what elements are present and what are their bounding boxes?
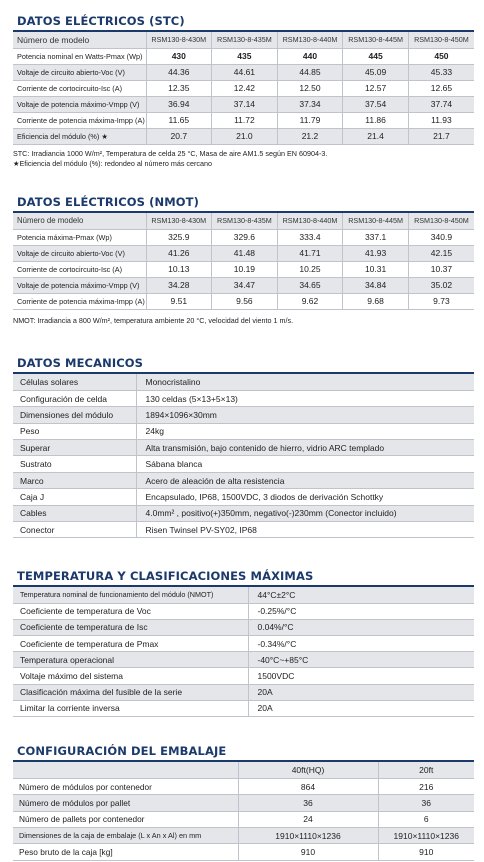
stc-section	[13, 14, 474, 169]
mech-section	[13, 356, 474, 538]
value-cell: 9.62	[277, 293, 343, 309]
value-cell: 37.54	[343, 96, 409, 112]
nmot-row-voc	[13, 245, 474, 261]
value-cell: 44.85	[277, 64, 343, 80]
temp-row	[13, 700, 474, 716]
value-cell: 21.7	[408, 128, 474, 144]
pack-title: CONFIGURACIÓN DEL EMBALAJE	[17, 744, 227, 758]
value-cell: 37.14	[212, 96, 278, 112]
model-cell: RSM130-8-450M	[408, 213, 474, 229]
value-cell: 440	[277, 48, 343, 64]
row-label: Voltaje de potencia máximo-Vmpp (V)	[13, 96, 146, 112]
pack-value-20ft: 36	[378, 795, 474, 811]
temp-value: 0.04%/°C	[248, 619, 474, 635]
stc-row-vmpp	[13, 96, 474, 112]
value-cell: 9.73	[408, 293, 474, 309]
mech-row	[13, 374, 474, 390]
pack-value-40ft: 864	[238, 778, 378, 794]
value-cell: 21.4	[343, 128, 409, 144]
model-cell: RSM130-8-435M	[212, 32, 278, 48]
value-cell: 45.09	[343, 64, 409, 80]
mech-value: Encapsulado, IP68, 1500VDC, 3 diodos de derivación Schottky	[136, 489, 474, 505]
value-cell: 337.1	[343, 229, 409, 245]
value-cell: 11.65	[146, 112, 212, 128]
value-cell: 20.7	[146, 128, 212, 144]
temp-key: Temperatura nominal de funcionamiento del módulo (NMOT)	[13, 587, 248, 603]
mech-value: Sábana blanca	[136, 456, 474, 472]
value-cell: 10.25	[277, 261, 343, 277]
row-label: Corriente de cortocircuito-Isc (A)	[13, 80, 146, 96]
value-cell: 34.28	[146, 277, 212, 293]
stc-row-isc	[13, 80, 474, 96]
mech-row	[13, 522, 474, 538]
model-cell: RSM130-8-450M	[408, 32, 474, 48]
temp-key: Voltaje máximo del sistema	[13, 668, 248, 684]
pack-col-40ft: 40ft(HQ)	[238, 762, 378, 778]
pack-row	[13, 844, 474, 860]
stc-row-impp	[13, 112, 474, 128]
value-cell: 435	[212, 48, 278, 64]
pack-value-20ft: 216	[378, 778, 474, 794]
temp-row	[13, 636, 474, 652]
stc-row-efficiency	[13, 128, 474, 144]
value-cell: 12.35	[146, 80, 212, 96]
mech-value: Alta transmisión, bajo contenido de hierro, vidrio ARC templado	[136, 440, 474, 456]
nmot-row-isc	[13, 261, 474, 277]
value-cell: 37.74	[408, 96, 474, 112]
pack-key: Dimensiones de la caja de embalaje (L x An x Al) en mm	[13, 828, 238, 844]
pack-value-40ft: 910	[238, 844, 378, 860]
value-cell: 34.84	[343, 277, 409, 293]
mech-key: Dimensiones del módulo	[13, 407, 136, 423]
stc-row-pmax	[13, 48, 474, 64]
mech-key: Superar	[13, 440, 136, 456]
row-label: Voltaje de circuito abierto-Voc (V)	[13, 64, 146, 80]
model-cell: RSM130-8-445M	[343, 32, 409, 48]
mech-table	[13, 374, 474, 538]
stc-note	[13, 149, 474, 169]
value-cell: 11.72	[212, 112, 278, 128]
temp-row	[13, 619, 474, 635]
pack-row	[13, 811, 474, 827]
temp-key: Clasificación máxima del fusible de la serie	[13, 684, 248, 700]
pack-value-40ft: 36	[238, 795, 378, 811]
row-label: Voltaje de circuito abierto-Voc (V)	[13, 245, 146, 261]
value-cell: 445	[343, 48, 409, 64]
stc-note-efficiency: ★Eficiencia del módulo (%): redondeo al número más cercano	[13, 158, 213, 168]
value-cell: 41.71	[277, 245, 343, 261]
pack-value-20ft: 6	[378, 811, 474, 827]
value-cell: 12.65	[408, 80, 474, 96]
pack-value-20ft: 910	[378, 844, 474, 860]
nmot-section	[13, 195, 474, 326]
mech-row	[13, 505, 474, 521]
nmot-row-vmpp	[13, 277, 474, 293]
temp-row	[13, 603, 474, 619]
pack-row	[13, 778, 474, 794]
value-cell: 340.9	[408, 229, 474, 245]
pack-value-20ft: 1910×1110×1236	[378, 828, 474, 844]
value-cell: 35.02	[408, 277, 474, 293]
temp-section	[13, 569, 474, 717]
temp-value: 1500VDC	[248, 668, 474, 684]
row-label: Corriente de potencia máxima-Impp (A)	[13, 293, 146, 309]
pack-header-row	[13, 762, 474, 778]
temp-key: Temperatura operacional	[13, 652, 248, 668]
row-label: Voltaje de potencia máximo-Vmpp (V)	[13, 277, 146, 293]
temp-value: -40°C~+85°C	[248, 652, 474, 668]
temp-row	[13, 668, 474, 684]
value-cell: 12.50	[277, 80, 343, 96]
temp-value: 20A	[248, 700, 474, 716]
mech-row	[13, 407, 474, 423]
model-cell: RSM130-8-430M	[146, 32, 212, 48]
value-cell: 21.0	[212, 128, 278, 144]
row-label: Potencia máxima-Pmax (Wp)	[13, 229, 146, 245]
value-cell: 10.31	[343, 261, 409, 277]
row-label: Corriente de cortocircuito-Isc (A)	[13, 261, 146, 277]
temp-value: -0.34%/°C	[248, 636, 474, 652]
pack-table	[13, 762, 474, 861]
mech-key: Sustrato	[13, 456, 136, 472]
mech-row	[13, 489, 474, 505]
value-cell: 12.57	[343, 80, 409, 96]
temp-value: 20A	[248, 684, 474, 700]
mech-row	[13, 390, 474, 406]
mech-key: Caja J	[13, 489, 136, 505]
stc-table	[13, 32, 474, 145]
mech-key: Células solares	[13, 374, 136, 390]
nmot-title: DATOS ELÉCTRICOS (NMOT)	[17, 195, 199, 209]
model-cell: RSM130-8-440M	[277, 32, 343, 48]
temp-value: -0.25%/°C	[248, 603, 474, 619]
stc-title: DATOS ELÉCTRICOS (STC)	[17, 14, 185, 28]
value-cell: 11.93	[408, 112, 474, 128]
pack-section	[13, 744, 474, 861]
nmot-note: NMOT: Irradiancia a 800 W/m², temperatura ambiente 20 °C, velocidad del viento 1 m/s.	[13, 315, 294, 325]
value-cell: 44.61	[212, 64, 278, 80]
model-cell: RSM130-8-440M	[277, 213, 343, 229]
row-label: Eficiencia del módulo (%) ★	[13, 128, 146, 144]
mech-key: Cables	[13, 505, 136, 521]
mech-value: 4.0mm² , positivo(+)350mm, negativo(-)230mm (Conector incluido)	[136, 505, 474, 521]
temp-row	[13, 684, 474, 700]
temp-row	[13, 652, 474, 668]
pack-row	[13, 795, 474, 811]
mech-value: 1894×1096×30mm	[136, 407, 474, 423]
nmot-header-row	[13, 213, 474, 229]
pack-key: Número de módulos por contenedor	[13, 778, 238, 794]
value-cell: 9.68	[343, 293, 409, 309]
value-cell: 10.37	[408, 261, 474, 277]
value-cell: 430	[146, 48, 212, 64]
temp-key: Coeficiente de temperatura de Isc	[13, 619, 248, 635]
mech-row	[13, 456, 474, 472]
nmot-row-pmax	[13, 229, 474, 245]
value-cell: 450	[408, 48, 474, 64]
row-label: Potencia nominal en Watts-Pmax (Wp)	[13, 48, 146, 64]
model-cell: RSM130-8-430M	[146, 213, 212, 229]
value-cell: 41.26	[146, 245, 212, 261]
stc-header-row	[13, 32, 474, 48]
temp-table	[13, 587, 474, 717]
pack-row	[13, 828, 474, 844]
value-cell: 329.6	[212, 229, 278, 245]
value-cell: 10.19	[212, 261, 278, 277]
temp-row	[13, 587, 474, 603]
nmot-table	[13, 213, 474, 310]
stc-note-conditions: STC: Irradiancia 1000 W/m², Temperatura de celda 25 °C, Masa de aire AM1.5 según EN 60904-3.	[13, 148, 328, 158]
pack-value-40ft: 24	[238, 811, 378, 827]
value-cell: 9.51	[146, 293, 212, 309]
value-cell: 34.47	[212, 277, 278, 293]
mech-key: Peso	[13, 423, 136, 439]
temp-key: Limitar la corriente inversa	[13, 700, 248, 716]
mech-row	[13, 440, 474, 456]
temp-value: 44°C±2°C	[248, 587, 474, 603]
mech-value: 130 celdas (5×13+5×13)	[136, 390, 474, 406]
model-cell: RSM130-8-435M	[212, 213, 278, 229]
mech-value: 24kg	[136, 423, 474, 439]
value-cell: 36.94	[146, 96, 212, 112]
mech-key: Conector	[13, 522, 136, 538]
stc-header-label: Número de modelo	[13, 32, 146, 48]
mech-row	[13, 423, 474, 439]
mech-value: Acero de aleación de alta resistencia	[136, 472, 474, 488]
pack-col-20ft: 20ft	[378, 762, 474, 778]
model-cell: RSM130-8-445M	[343, 213, 409, 229]
mech-value: Monocristalino	[136, 374, 474, 390]
pack-value-40ft: 1910×1110×1236	[238, 828, 378, 844]
value-cell: 41.93	[343, 245, 409, 261]
mech-row	[13, 472, 474, 488]
mech-key: Configuración de celda	[13, 390, 136, 406]
mech-key: Marco	[13, 472, 136, 488]
pack-key: Número de módulos por pallet	[13, 795, 238, 811]
value-cell: 37.34	[277, 96, 343, 112]
pack-key: Número de pallets por contenedor	[13, 811, 238, 827]
value-cell: 34.65	[277, 277, 343, 293]
value-cell: 333.4	[277, 229, 343, 245]
value-cell: 9.56	[212, 293, 278, 309]
nmot-row-impp	[13, 293, 474, 309]
value-cell: 42.15	[408, 245, 474, 261]
pack-header-empty	[13, 762, 238, 778]
mech-title: DATOS MECANICOS	[17, 356, 144, 370]
row-label: Corriente de potencia máxima-Impp (A)	[13, 112, 146, 128]
value-cell: 325.9	[146, 229, 212, 245]
value-cell: 41.48	[212, 245, 278, 261]
value-cell: 44.36	[146, 64, 212, 80]
mech-value: Risen Twinsel PV-SY02, IP68	[136, 522, 474, 538]
temp-key: Coeficiente de temperatura de Voc	[13, 603, 248, 619]
value-cell: 45.33	[408, 64, 474, 80]
value-cell: 21.2	[277, 128, 343, 144]
value-cell: 11.79	[277, 112, 343, 128]
stc-row-voc	[13, 64, 474, 80]
temp-key: Coeficiente de temperatura de Pmax	[13, 636, 248, 652]
nmot-header-label: Número de modelo	[13, 213, 146, 229]
value-cell: 11.86	[343, 112, 409, 128]
pack-key: Peso bruto de la caja [kg]	[13, 844, 238, 860]
value-cell: 10.13	[146, 261, 212, 277]
temp-title: TEMPERATURA Y CLASIFICACIONES MÁXIMAS	[17, 569, 314, 583]
value-cell: 12.42	[212, 80, 278, 96]
